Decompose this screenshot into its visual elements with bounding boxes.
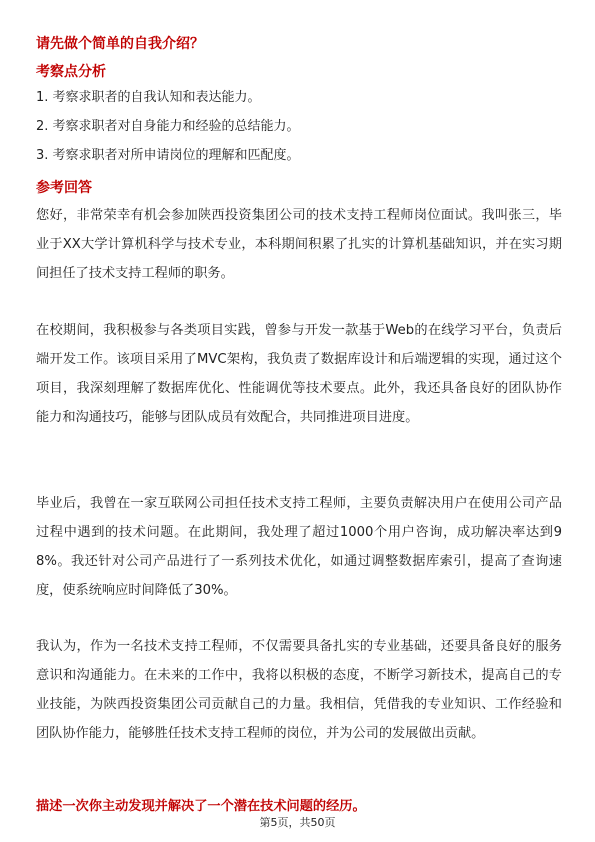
answer-paragraph: 毕业后，我曾在一家互联网公司担任技术支持工程师，主要负责解决用户在使用公司产品过程中遇到的技术问题。在此期间，我处理了超过1000个用户咨询，成功解决率达到98%。我还针对公司产品进行了一系列技术优化，如通过调整数据库索引，提高了查询速度，使系统响应时间降低了30%。 [36,496,562,598]
page-number: 第5页，共50页 [259,816,336,829]
analysis-heading: 考察点分析 [36,64,106,80]
answer-paragraph: 在校期间，我积极参与各类项目实践，曾参与开发一款基于Web的在线学习平台，负责后端开发工作。该项目采用了MVC架构，我负责了数据库设计和后端逻辑的实现，通过这个项目，我深刻理解了数据库优化、性能调优等技术要点。此外，我还具备良好的团队协作能力和沟通技巧，能够与团队成员有效配合，共同推进项目进度。 [36,323,562,425]
question-title: 请先做个简单的自我介绍？ [36,36,204,52]
next-question-title: 描述一次你主动发现并解决了一个潜在技术问题的经历。 [36,799,366,814]
answer-paragraph: 我认为，作为一名技术支持工程师，不仅需要具备扎实的专业基础，还要具备良好的服务意识和沟通能力。在未来的工作中，我将以积极的态度，不断学习新技术，提高自己的专业技能，为陕西投资集团公司贡献自己的力量。我相信，凭借我的专业知识、工作经验和团队协作能力，能够胜任技术支持工程师的岗位，并为公司的发展做出贡献。 [36,639,562,741]
analysis-point: 3. 考察求职者对所申请岗位的理解和匹配度。 [36,148,300,163]
analysis-point: 1. 考察求职者的自我认知和表达能力。 [36,90,261,105]
answer-paragraph: 您好，非常荣幸有机会参加陕西投资集团公司的技术支持工程师岗位面试。我叫张三，毕业于XX大学计算机科学与技术专业，本科期间积累了扎实的计算机基础知识，并在实习期间担任了技术支持工程师的职务。 [36,208,562,281]
analysis-point: 2. 考察求职者对自身能力和经验的总结能力。 [36,119,300,134]
answer-heading: 参考回答 [36,180,92,196]
